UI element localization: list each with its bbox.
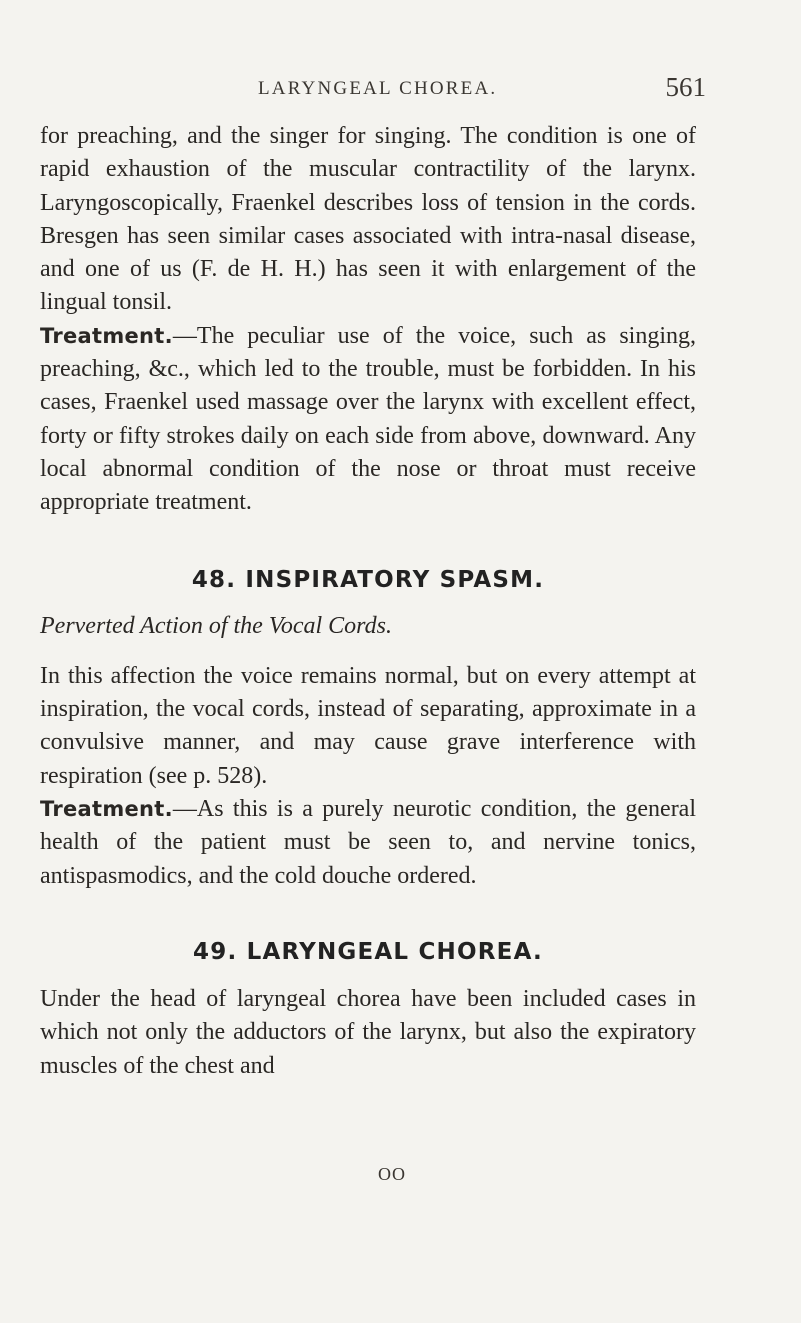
running-title: LARYNGEAL CHOREA.	[258, 78, 498, 99]
treatment-text-2: —As this is a purely neurotic condition, the general health of the patient must be seen to, and nervine tonics, antispasmodics, and the cold douche ordered.	[40, 796, 696, 889]
section-48-subtitle: Perverted Action of the Vocal Cords.	[40, 612, 392, 639]
treatment-label-1: Treatment.	[40, 323, 173, 348]
running-head	[40, 72, 706, 114]
book-page	[40, 72, 706, 1083]
treatment-text-1: —The peculiar use of the voice, such as singing, preaching, &c., which led to the trouble, must be forbidden. In his cases, Fraenkel used massage over the larynx with excellent effect, forty or fifty strokes daily on each side from above, downward. Any local abnormal condition of the nose or throat must receive appropriate treatment.	[40, 322, 696, 516]
section-49-paragraph: Under the head of laryngeal chorea have been included cases in which not only the adductors of the larynx, but also the expiratory muscles of the chest and	[40, 985, 696, 1079]
treatment-label-2: Treatment.	[40, 797, 173, 822]
section-48-paragraph: In this affection the voice remains normal, but on every attempt at inspiration, the vocal cords, instead of separating, approximate in a convulsive manner, and may cause grave interference with respiration (see p. 528).	[40, 662, 696, 789]
section-49-heading: 49. LARYNGEAL CHOREA.	[193, 938, 543, 965]
printer-signature: OO	[378, 1164, 406, 1184]
section-48-heading: 48. INSPIRATORY SPASM.	[191, 566, 545, 593]
treatment-paragraph-2	[40, 793, 696, 893]
treatment-paragraph-1	[40, 320, 696, 520]
continued-paragraph: for preaching, and the singer for singing. The condition is one of rapid exhaustion of the muscular contractility of the larynx. Laryngoscopically, Fraenkel describes loss of tension in the cords. Bresgen has seen similar cases associated with intra-nasal disease, and one of us (F. de H. H.) has seen it with enlargement of the lingual tonsil.	[40, 123, 696, 316]
page-number: 561	[665, 72, 706, 102]
